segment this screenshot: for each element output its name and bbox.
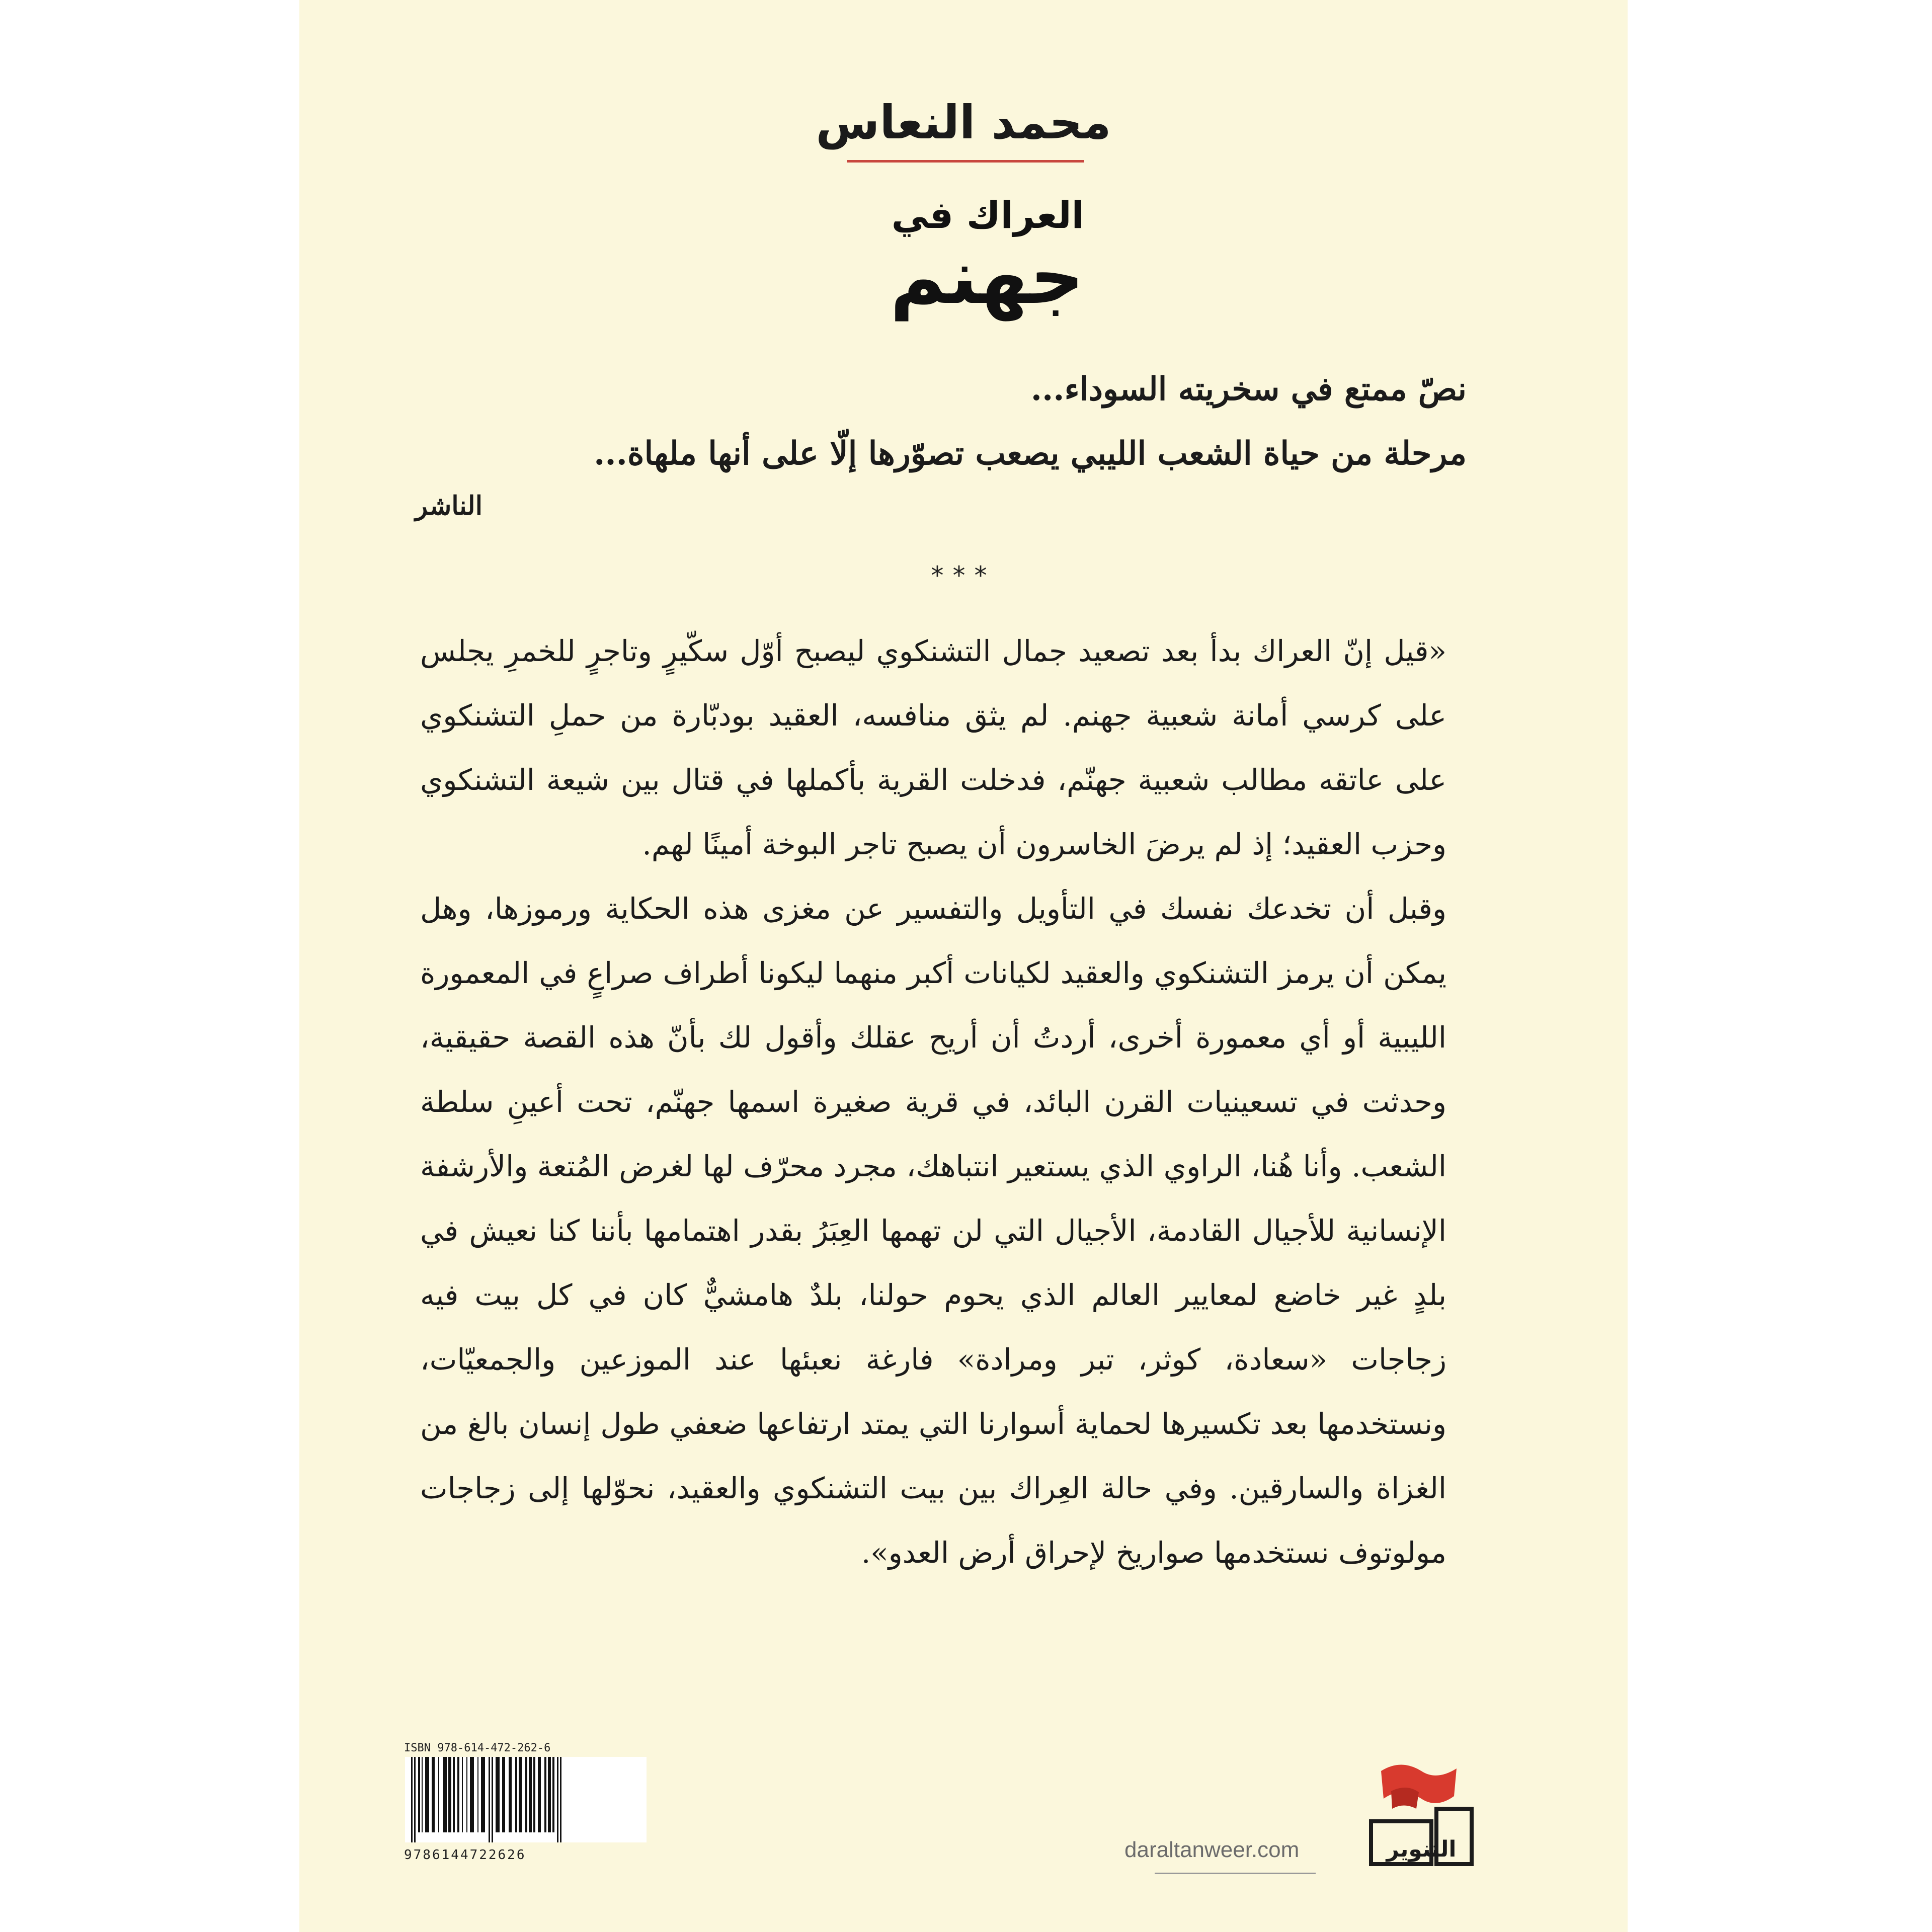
title-line-1: العراك في [891, 194, 1084, 237]
barcode-bar [477, 1757, 478, 1832]
section-separator: *** [931, 561, 996, 590]
barcode-bar [453, 1757, 455, 1832]
barcode-bar [462, 1757, 463, 1832]
barcode-bar [509, 1757, 512, 1832]
barcode-bar [519, 1757, 522, 1832]
book-excerpt [420, 619, 1446, 1585]
barcode-bar [544, 1757, 546, 1832]
barcode-bar [515, 1757, 517, 1832]
barcode-bar [533, 1757, 535, 1832]
book-back-cover [299, 0, 1628, 1932]
publisher-logo [1361, 1761, 1482, 1877]
barcode-bar [466, 1757, 467, 1832]
barcode-bar [457, 1757, 459, 1832]
barcode-bar [443, 1757, 447, 1832]
publisher-signature: الناشر [415, 491, 483, 521]
barcode-bar [422, 1757, 423, 1832]
blurb-line-1: نصّ ممتع في سخريته السوداء... [1030, 370, 1467, 408]
publisher-blurb [536, 357, 1467, 486]
excerpt-paragraph-1: «قيل إنّ العراك بدأ بعد تصعيد جمال التشنكوي ليصبح أوّل سكّيرٍ وتاجرٍ للخمرِ يجلس على كرسي أمانة شعبية جهنم. لم يثق منافسه، العقيد بودبّارة من حملِ التشنكوي على عاتقه مطالب شعبية جهنّم، فدخلت القرية بأكملها في قتال بين شيعة التشنكوي وحزب العقيد؛ إذ لم يرضَ الخاسرون أن يصبح تاجر البوخة أمينًا لهم. [420, 634, 1446, 861]
barcode-bar [496, 1757, 500, 1832]
author-divider [847, 160, 1084, 163]
barcode-bar [470, 1757, 474, 1832]
barcode-bar [425, 1757, 429, 1832]
excerpt-paragraph-2: وقبل أن تخدعك نفسك في التأويل والتفسير عن مغزى هذه الحكاية ورموزها، وهل يمكن أن يرمز التشنكوي والعقيد لكيانات أكبر منهما ليكونا أطراف صراعٍ في المعمورة الليبية أو أي معمورة أخرى، أردتُ أن أريح عقلك وأقول لك بأنّ هذه القصة حقيقية، وحدثت في تسعينيات القرن البائد، في قرية صغيرة اسمها جهنّم، تحت أعينِ سلطة الشعب. وأنا هُنا، الراوي الذي يستعير انتباهك، مجرد محرّف لها لغرض المُتعة والأرشفة الإنسانية للأجيال القادمة، الأجيال التي لن تهمها العِبَرُ بقدر اهتمامها بأننا كنا نعيش في بلدٍ غير خاضع لمعايير العالم الذي يحوم حولنا، بلدٌ هامشيٌّ كان في كل بيت فيه زجاجات «سعادة، كوثر، تبر ومرادة» فارغة نعبئها عند الموزعين والجمعيّات، ونستخدمها بعد تكسيرها لحماية أسوارنا التي يمتد ارتفاعها ضعفي طول إنسان بالغ من الغزاة والسارقين. وفي حالة العِراك بين بيت التشنكوي والعقيد، نحوّلها إلى زجاجات مولوتوف نستخدمها صواريخ لإحراق أرض العدو». [420, 892, 1446, 1570]
barcode-bar [560, 1757, 561, 1842]
barcode-bar [502, 1757, 505, 1832]
barcode-bar [489, 1757, 490, 1842]
barcode-bar [432, 1757, 435, 1832]
logo-wordmark: التنوير [1386, 1836, 1457, 1862]
isbn-label: ISBN 978-614-472-262-6 [404, 1742, 551, 1754]
blurb-line-2: مرحلة من حياة الشعب الليبي يصعب تصوّرها إلّا على أنها ملهاة... [594, 435, 1467, 472]
barcode-bar [448, 1757, 451, 1832]
barcode-bar [548, 1757, 551, 1832]
website-underline [1155, 1873, 1316, 1874]
barcode-number: 9786144722626 [404, 1847, 526, 1863]
isbn-barcode [405, 1757, 647, 1842]
barcode-bar [557, 1757, 558, 1842]
barcode-bar [538, 1757, 541, 1832]
publisher-website: daraltanweer.com [1124, 1837, 1300, 1862]
barcode-bar [438, 1757, 439, 1832]
barcode-bar [418, 1757, 420, 1832]
barcode-bar [529, 1757, 532, 1832]
title-line-2: جهنم [890, 233, 1084, 321]
barcode-bar [414, 1757, 416, 1842]
barcode-bar [552, 1757, 554, 1832]
author-name: محمد النعاس [816, 96, 1111, 149]
barcode-bar [492, 1757, 493, 1842]
barcode-bar [411, 1757, 413, 1842]
book-title [848, 191, 1084, 321]
barcode-bar [481, 1757, 485, 1832]
barcode-bar [525, 1757, 527, 1832]
